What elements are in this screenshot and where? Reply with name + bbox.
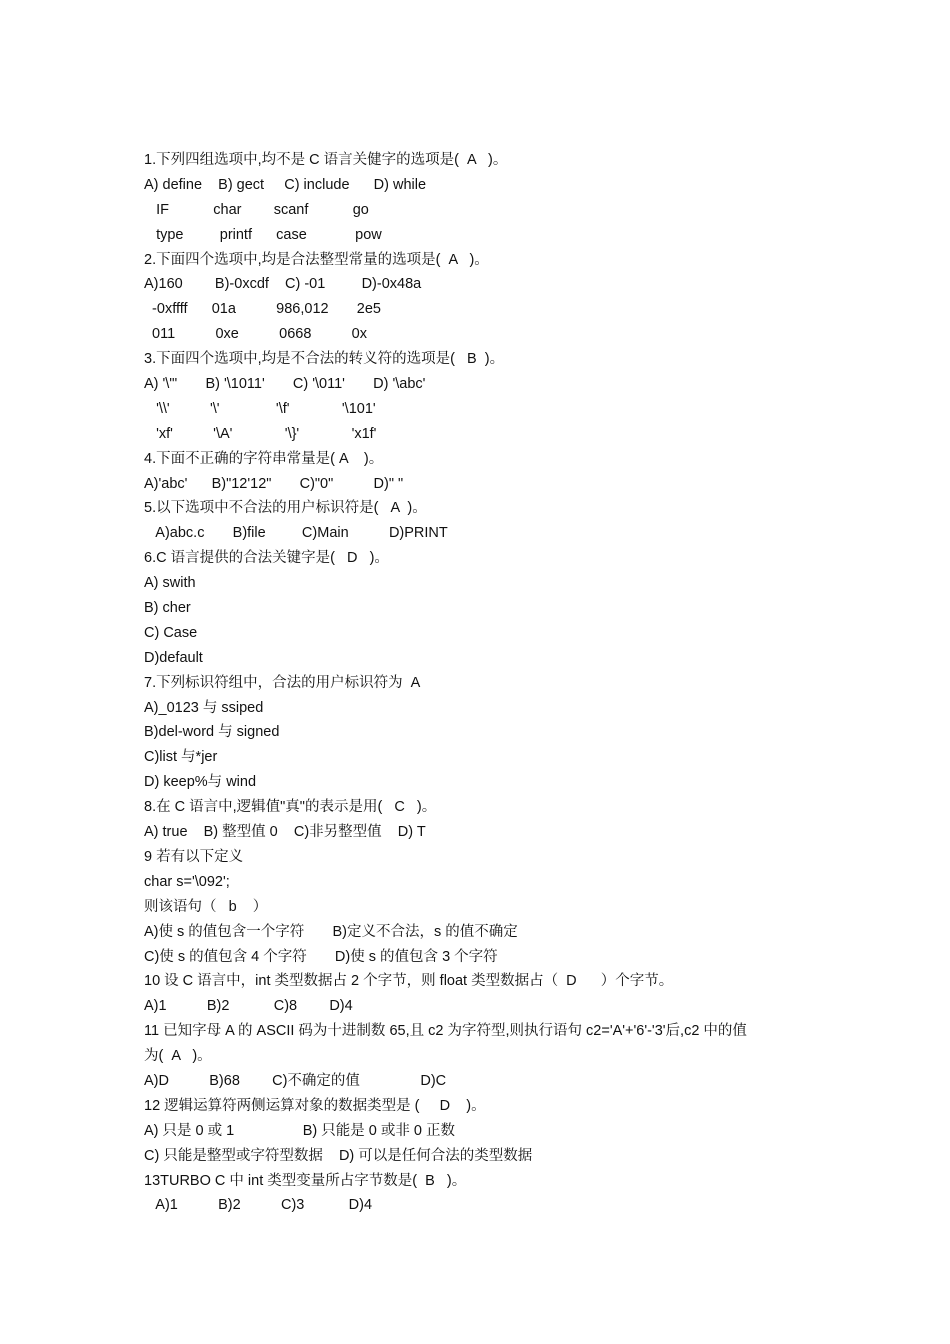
question-6-option-a: A) swith	[144, 575, 196, 592]
question-6-option-d: D)default	[144, 649, 203, 666]
question-1-options-row-1: A) define B) gect C) include D) while	[144, 176, 427, 193]
question-1-options-row-3: type printf case pow	[144, 226, 382, 243]
question-7-stem: 7.下列标识符组中，合法的用户标识符为 A	[144, 674, 421, 691]
question-6-option-c: C) Case	[144, 624, 198, 641]
question-3-options-row-2: '\\' '\' '\f' '\101'	[144, 400, 376, 417]
question-7-option-c: C)list 与*jer	[144, 749, 218, 766]
question-13-options: A)1 B)2 C)3 D)4	[144, 1197, 373, 1214]
question-3-options-row-1: A) '\"' B) '\1011' C) '\011' D) '\abc'	[144, 376, 426, 393]
question-11-stem-continued: 为( A )。	[144, 1048, 212, 1065]
question-9-code: char s='\092';	[144, 873, 230, 890]
question-12-stem: 12 逻辑运算符两侧运算对象的数据类型是 ( D )。	[144, 1097, 486, 1114]
question-11-options: A)D B)68 C)不确定的值 D)C	[144, 1072, 447, 1089]
question-5-stem: 5.以下选项中不合法的用户标识符是( A )。	[144, 500, 427, 517]
question-7-option-b: B)del-word 与 signed	[144, 724, 280, 741]
question-1-options-row-2: IF char scanf go	[144, 201, 369, 218]
question-8-options: A) true B) 整型值 0 C)非另整型值 D) T	[144, 824, 426, 841]
question-7-option-a: A)_0123 与 ssiped	[144, 699, 264, 716]
question-1-stem: 1.下列四组选项中,均不是 C 语言关健字的选项是( A )。	[144, 152, 508, 168]
question-10-options: A)1 B)2 C)8 D)4	[144, 998, 353, 1015]
question-3-options-row-3: 'xf' '\A' '\}' 'x1f'	[144, 425, 377, 442]
question-7-option-d: D) keep%与 wind	[144, 774, 257, 791]
question-9-prompt: 则该语句（ b ）	[144, 898, 268, 915]
question-2-options-row-3: 011 0xe 0668 0x	[144, 326, 367, 343]
question-2-stem: 2.下面四个选项中,均是合法整型常量的选项是( A )。	[144, 251, 489, 268]
question-12-options-row-1: A) 只是 0 或 1 B) 只能是 0 或非 0 正数	[144, 1122, 455, 1139]
question-5-options: A)abc.c B)file C)Main D)PRINT	[144, 525, 448, 542]
document-body	[144, 148, 824, 1218]
question-4-options: A)'abc' B)"12'12" C)"0" D)" "	[144, 475, 404, 492]
question-11-stem: 11 已知字母 A 的 ASCII 码为十进制数 65,且 c2 为字符型,则执行语句 c2='A'+'6'-'3'后,c2 中的值	[144, 1023, 747, 1040]
question-2-options-row-2: -0xffff 01a 986,012 2e5	[144, 301, 381, 318]
question-9-options-row-2: C)使 s 的值包含 4 个字符 D)使 s 的值包含 3 个字符	[144, 948, 498, 965]
question-12-options-row-2: C) 只能是整型或字符型数据 D) 可以是任何合法的类型数据	[144, 1147, 533, 1164]
question-3-stem: 3.下面四个选项中,均是不合法的转义符的选项是( B )。	[144, 351, 505, 368]
question-2-options-row-1: A)160 B)-0xcdf C) -01 D)-0x48a	[144, 276, 422, 293]
question-9-options-row-1: A)使 s 的值包含一个字符 B)定义不合法，s 的值不确定	[144, 923, 518, 940]
question-4-stem: 4.下面不正确的字符串常量是( A )。	[144, 450, 384, 467]
question-9-stem: 9 若有以下定义	[144, 848, 244, 865]
question-6-option-b: B) cher	[144, 600, 191, 617]
question-8-stem: 8.在 C 语言中,逻辑值"真"的表示是用( C )。	[144, 799, 437, 816]
question-6-stem: 6.C 语言提供的合法关键字是( D )。	[144, 550, 389, 567]
question-10-stem: 10 设 C 语言中，int 类型数据占 2 个字节，则 float 类型数据占（ D ）个字节。	[144, 973, 674, 990]
question-13-stem: 13TURBO C 中 int 类型变量所占字节数是( B )。	[144, 1172, 467, 1189]
